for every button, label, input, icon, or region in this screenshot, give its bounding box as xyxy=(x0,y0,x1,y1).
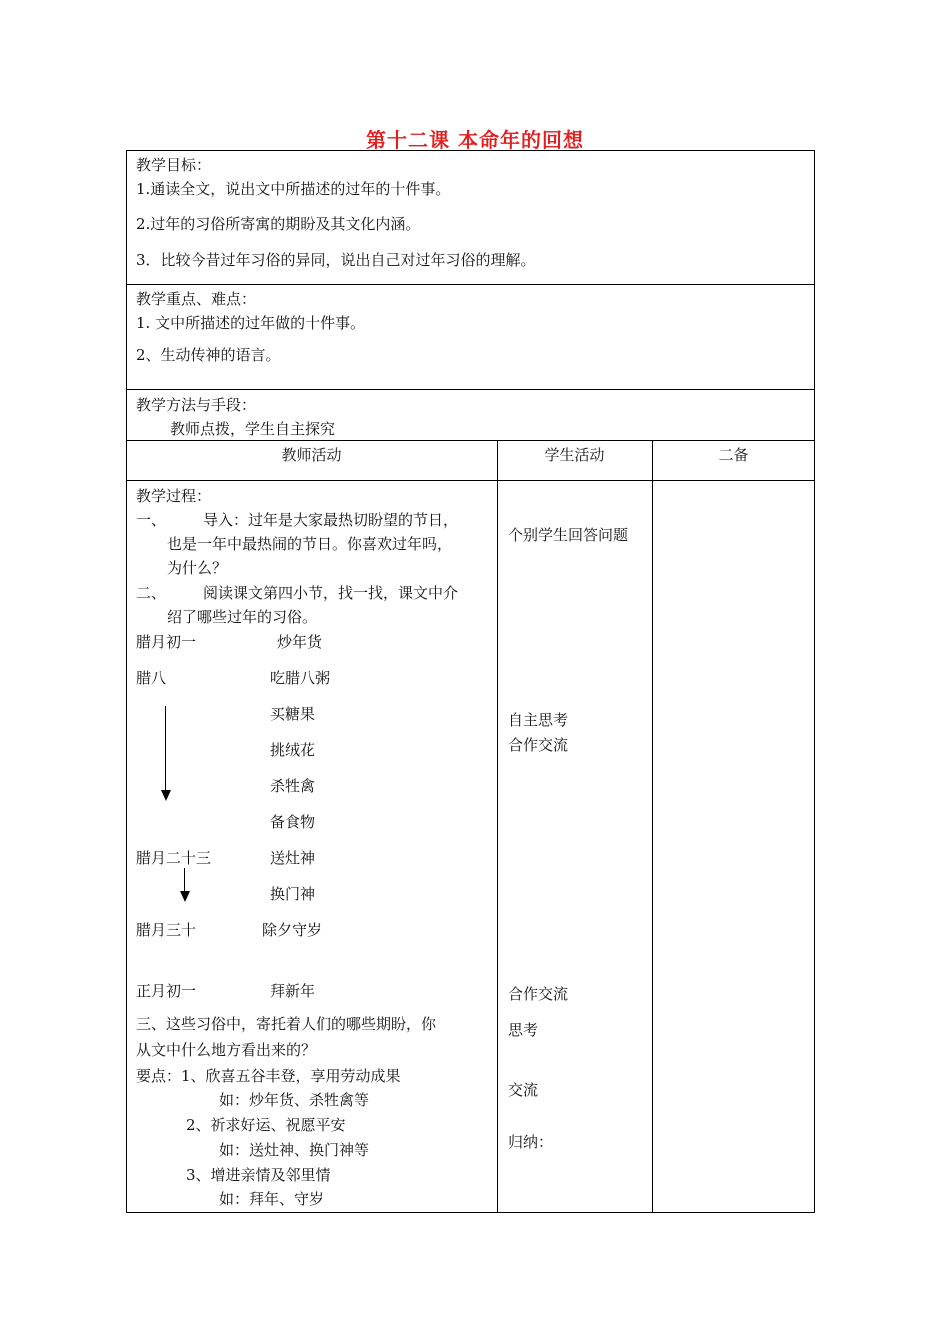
keypoint-item: 1. 文中所描述的过年做的十件事。 xyxy=(136,314,366,332)
timeline-custom: 挑绒花 xyxy=(270,741,316,759)
keypoints-heading: 教学重点、难点： xyxy=(136,290,257,308)
down-arrow-icon xyxy=(180,891,190,902)
column-header-prep: 二备 xyxy=(718,446,749,464)
column-divider xyxy=(497,440,498,1213)
objective-item: 2.过年的习俗所寄寓的期盼及其文化内涵。 xyxy=(136,215,421,233)
step-number: 二、 xyxy=(136,584,167,602)
objective-item: 3．比较今昔过年习俗的异同，说出自己对过年习俗的理解。 xyxy=(136,251,536,269)
student-activity: 归纳： xyxy=(508,1133,554,1151)
row-divider xyxy=(126,389,815,390)
timeline-arrow-shaft xyxy=(184,868,185,892)
timeline-custom: 杀牲禽 xyxy=(270,777,316,795)
timeline-custom: 备食物 xyxy=(270,813,316,831)
objectives-heading: 教学目标： xyxy=(136,156,212,174)
step-text: 三、这些习俗中，寄托着人们的哪些期盼，你 xyxy=(136,1015,437,1033)
timeline-custom: 拜新年 xyxy=(270,982,316,1000)
column-header-student: 学生活动 xyxy=(544,446,605,464)
timeline-arrow-shaft xyxy=(165,706,166,790)
methods-heading: 教学方法与手段： xyxy=(136,396,257,414)
row-divider xyxy=(126,284,815,285)
timeline-date: 正月初一 xyxy=(136,982,197,1000)
timeline-date: 腊月三十 xyxy=(136,921,197,939)
row-divider xyxy=(126,480,815,481)
step-text: 绍了哪些过年的习俗。 xyxy=(167,608,318,626)
step-text: 导入：过年是大家最热切盼望的节日， xyxy=(203,511,459,529)
key-point-example: 如：拜年、守岁 xyxy=(219,1190,325,1208)
timeline-date: 腊月初一 xyxy=(136,633,197,651)
key-point: 3、增进亲情及邻里情 xyxy=(186,1166,331,1184)
timeline-custom: 炒年货 xyxy=(277,633,323,651)
step-text: 为什么？ xyxy=(167,559,228,577)
timeline-date: 腊八 xyxy=(136,669,167,687)
student-activity: 思考 xyxy=(508,1021,539,1039)
keypoint-item: 2、生动传神的语言。 xyxy=(136,346,281,364)
step-text: 从文中什么地方看出来的？ xyxy=(136,1041,317,1059)
key-point: 要点：1、欣喜五谷丰登，享用劳动成果 xyxy=(136,1067,401,1085)
student-activity: 合作交流 xyxy=(508,736,569,754)
student-activity: 交流 xyxy=(508,1081,539,1099)
column-divider xyxy=(652,440,653,1213)
key-point-example: 如：炒年货、杀牲禽等 xyxy=(219,1091,370,1109)
column-header-teacher: 教师活动 xyxy=(281,446,342,464)
down-arrow-icon xyxy=(161,790,171,801)
methods-text: 教师点拨，学生自主探究 xyxy=(170,420,336,438)
page-title: 第十二课 本命年的回想 xyxy=(366,128,584,152)
timeline-custom: 吃腊八粥 xyxy=(270,669,331,687)
key-point: 2、祈求好运、祝愿平安 xyxy=(186,1116,346,1134)
process-heading: 教学过程： xyxy=(136,487,212,505)
objective-item: 1.通读全文，说出文中所描述的过年的十件事。 xyxy=(136,180,451,198)
row-divider xyxy=(126,440,815,441)
timeline-custom: 除夕守岁 xyxy=(262,921,323,939)
step-text: 阅读课文第四小节，找一找，课文中介 xyxy=(203,584,459,602)
student-activity: 自主思考 xyxy=(508,711,569,729)
step-number: 一、 xyxy=(136,511,167,529)
step-text: 也是一年中最热闹的节日。你喜欢过年吗， xyxy=(167,535,453,553)
timeline-custom: 换门神 xyxy=(270,885,316,903)
student-activity: 个别学生回答问题 xyxy=(508,526,629,544)
timeline-custom: 送灶神 xyxy=(270,849,316,867)
key-point-example: 如：送灶神、换门神等 xyxy=(219,1141,370,1159)
timeline-custom: 买糖果 xyxy=(270,705,316,723)
student-activity: 合作交流 xyxy=(508,985,569,1003)
timeline-date: 腊月二十三 xyxy=(136,849,212,867)
